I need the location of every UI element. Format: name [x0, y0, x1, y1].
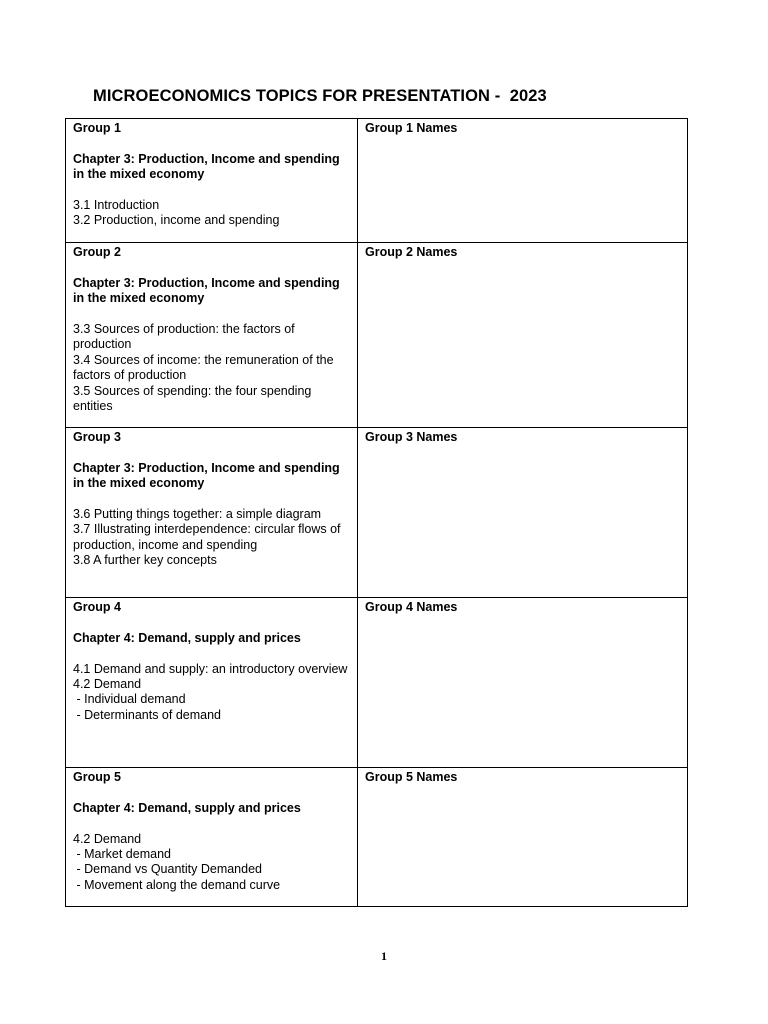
topic-item: 3.1 Introduction [73, 198, 160, 212]
topic-list [73, 322, 350, 414]
topic-item: 3.4 Sources of income: the remuneration of the factors of production [73, 352, 338, 383]
topic-item: - Movement along the demand curve [73, 877, 281, 892]
topic-list [73, 662, 350, 724]
page-title: MICROECONOMICS TOPICS FOR PRESENTATION - 2023 [93, 87, 547, 105]
topic-item: 3.7 Illustrating interdependence: circular flows of production, income and spending [73, 522, 344, 552]
group-names-label: Group 5 Names [365, 770, 458, 784]
page-number: 1 [381, 949, 387, 963]
table-row [66, 768, 688, 907]
topic-item: 3.8 A further key concepts [73, 553, 217, 568]
topics-table [65, 118, 688, 907]
topic-item: - Market demand [73, 847, 171, 861]
chapter-title: Chapter 3: Production, Income and spending in the mixed economy [73, 460, 340, 491]
group-names-label: Group 3 Names [365, 430, 458, 444]
topic-item: 3.5 Sources of spending: the four spending entities [73, 383, 315, 414]
group-topic-cell [66, 768, 358, 907]
topic-item: - Individual demand [73, 692, 186, 707]
table-row [66, 428, 688, 598]
group-label: Group 5 [73, 770, 121, 784]
group-topic-cell [66, 119, 358, 243]
group-names-cell[interactable] [358, 768, 688, 907]
topic-list [73, 832, 350, 894]
group-label: Group 4 [73, 600, 121, 614]
table-row [66, 119, 688, 243]
group-topic-cell [66, 428, 358, 598]
topic-item: 4.1 Demand and supply: an introductory overview [73, 661, 348, 676]
group-names-label: Group 2 Names [365, 245, 458, 259]
topic-item: 4.2 Demand [73, 677, 142, 691]
topic-item: 4.2 Demand [73, 831, 142, 846]
topic-item: - Demand vs Quantity Demanded [73, 862, 262, 877]
chapter-title: Chapter 4: Demand, supply and prices [73, 800, 301, 815]
table-row [66, 243, 688, 428]
group-names-cell[interactable] [358, 428, 688, 598]
group-label: Group 1 [73, 121, 121, 135]
topic-item: 3.6 Putting things together: a simple diagram [73, 507, 322, 521]
topic-list [73, 198, 350, 229]
group-names-cell[interactable] [358, 243, 688, 428]
topic-list [73, 507, 350, 569]
chapter-title: Chapter 3: Production, Income and spending in the mixed economy [73, 151, 340, 182]
chapter-title: Chapter 4: Demand, supply and prices [73, 630, 301, 645]
topic-item: 3.3 Sources of production: the factors of production [73, 322, 299, 352]
group-names-label: Group 4 Names [365, 600, 458, 614]
table-row [66, 598, 688, 768]
chapter-title: Chapter 3: Production, Income and spending in the mixed economy [73, 275, 340, 306]
group-names-cell[interactable] [358, 119, 688, 243]
group-topic-cell [66, 598, 358, 768]
topic-item: 3.2 Production, income and spending [73, 213, 280, 228]
topic-item: - Determinants of demand [73, 707, 221, 722]
group-names-cell[interactable] [358, 598, 688, 768]
group-topic-cell [66, 243, 358, 428]
group-names-label: Group 1 Names [365, 121, 458, 135]
group-label: Group 3 [73, 430, 121, 444]
group-label: Group 2 [73, 245, 121, 259]
